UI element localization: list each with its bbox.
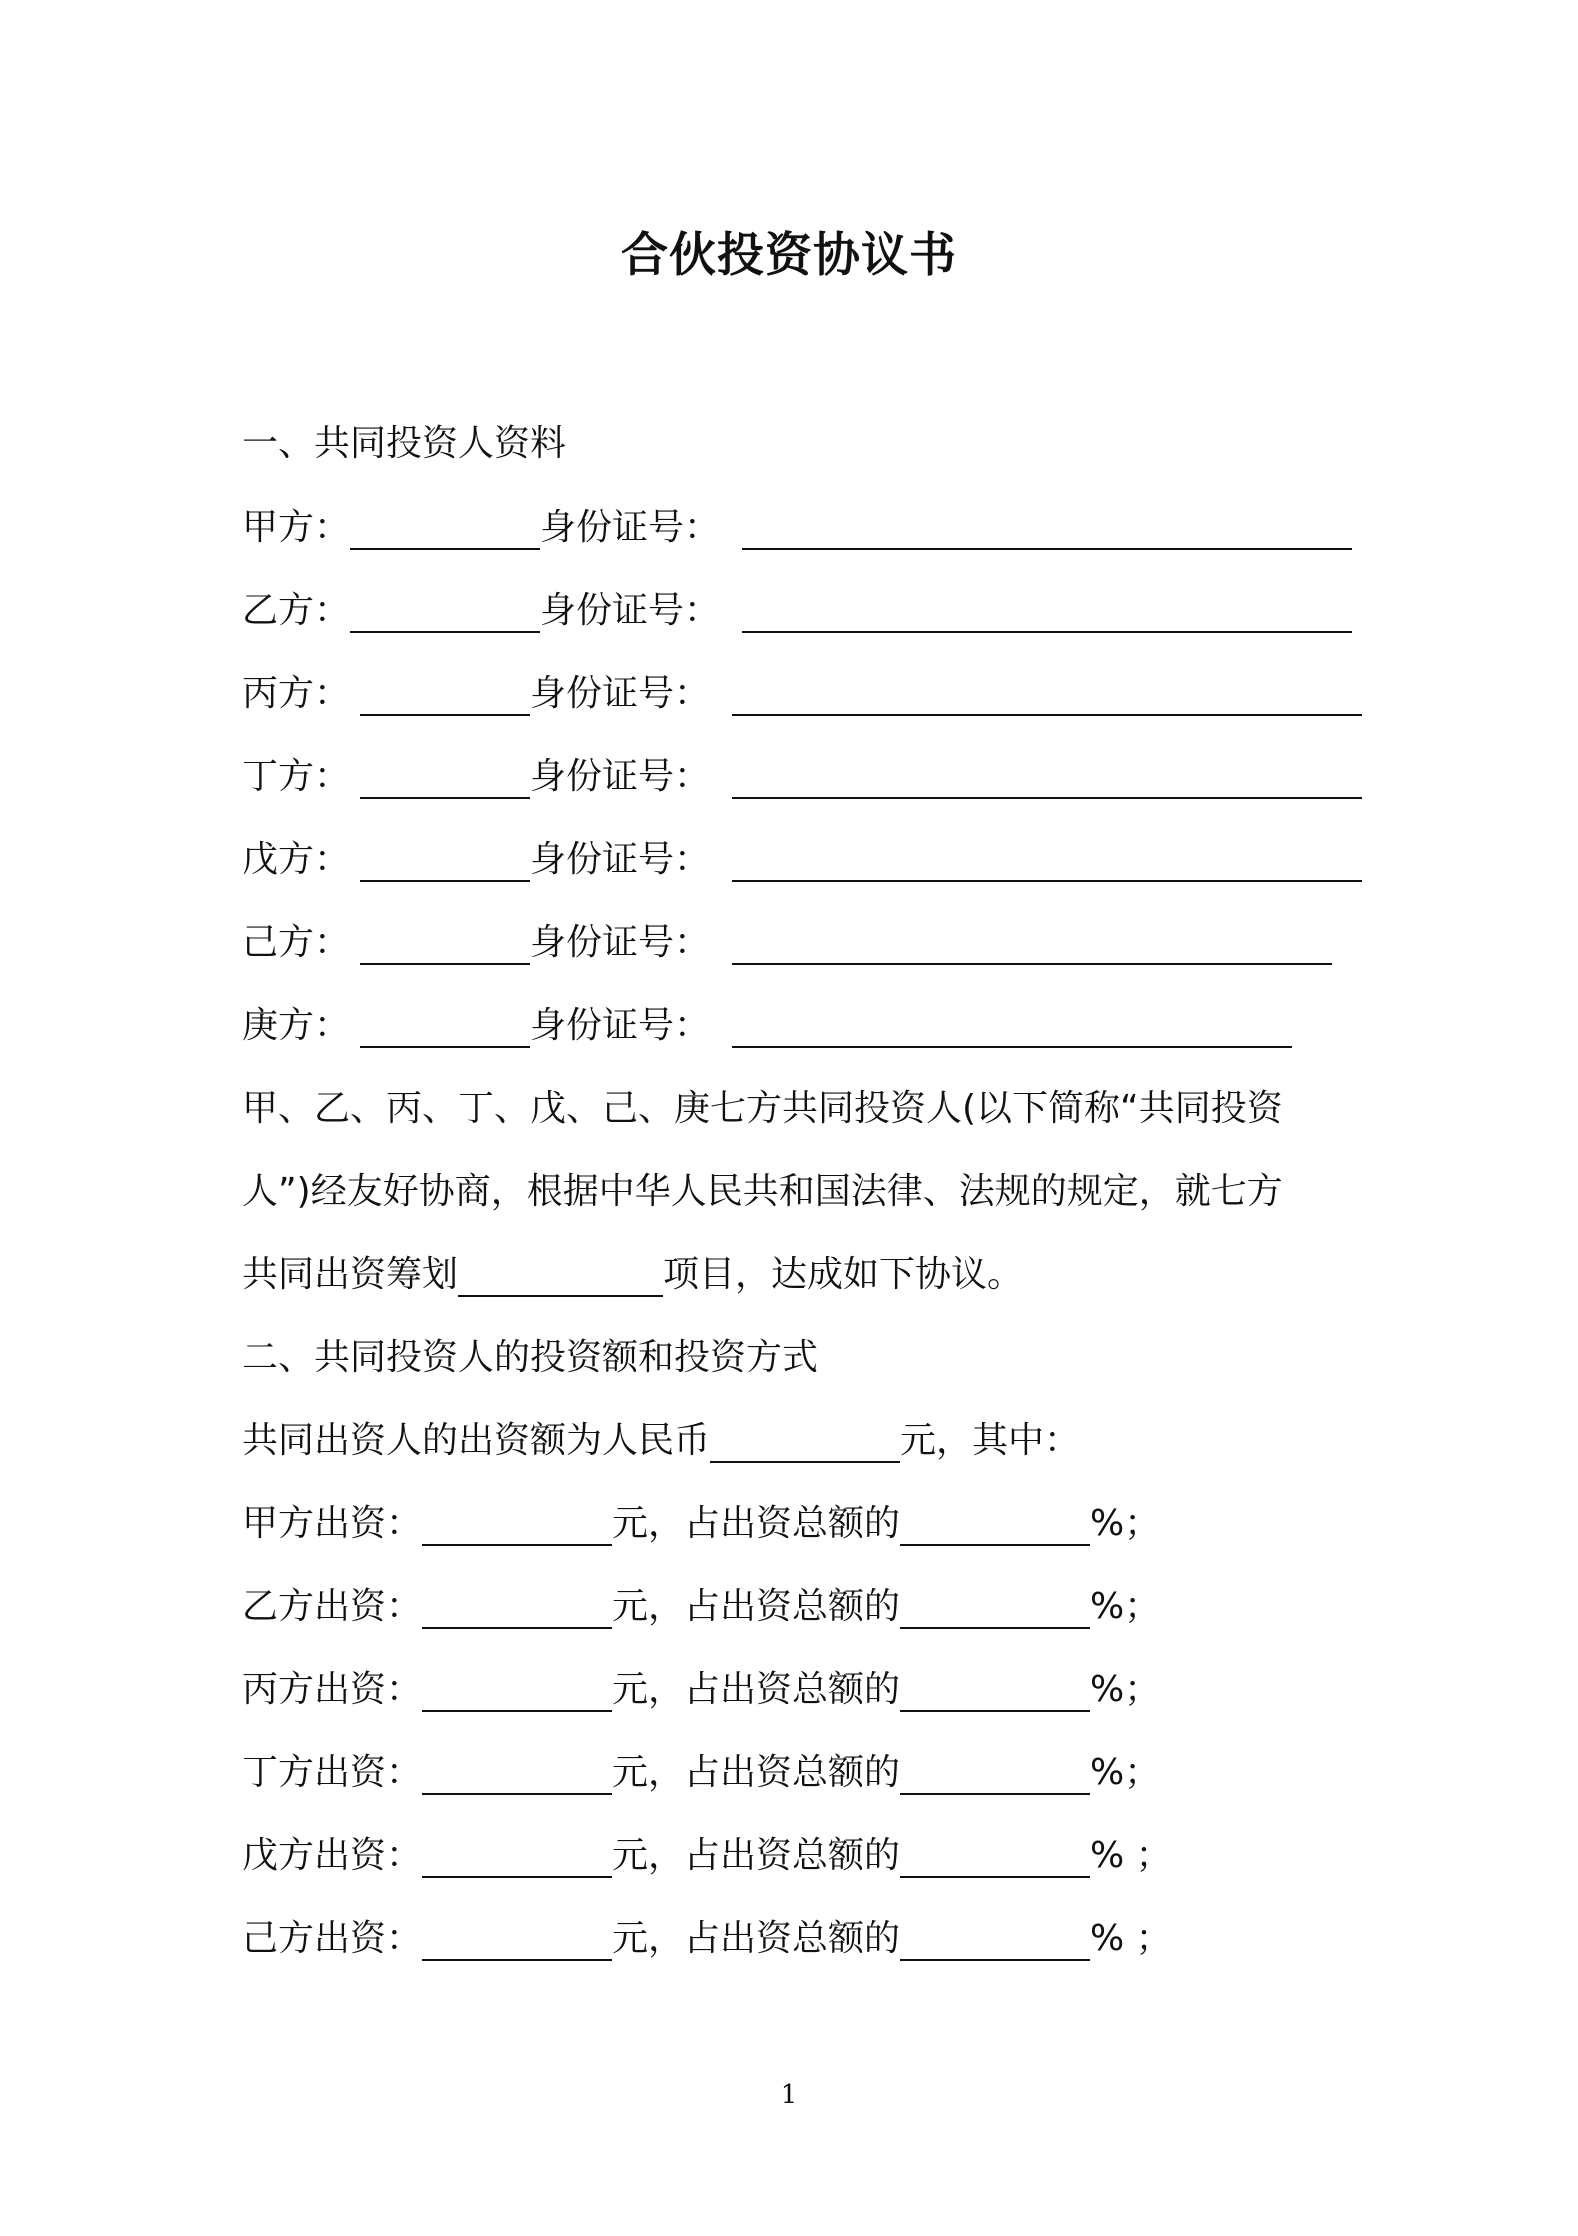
total-text: 共同出资人的出资额为人民币 bbox=[242, 1420, 711, 1461]
id-number-blank bbox=[732, 1008, 1292, 1048]
contribution-row-yi bbox=[242, 1573, 1160, 1629]
id-label: 身份证号： bbox=[540, 507, 721, 548]
section-1-heading: 一、共同投资人资料 bbox=[242, 423, 567, 464]
party-row-ji bbox=[242, 909, 1332, 965]
contribution-text: 元，占出资总额的 bbox=[612, 1918, 901, 1959]
contribution-text: 元，占出资总额的 bbox=[612, 1752, 901, 1793]
id-number-blank bbox=[732, 759, 1362, 799]
name-blank bbox=[360, 759, 530, 799]
party-row-bing bbox=[242, 660, 1362, 716]
name-blank bbox=[360, 925, 530, 965]
contribution-label: 甲方出资： bbox=[242, 1503, 423, 1544]
id-label: 身份证号： bbox=[530, 673, 711, 714]
percent-sign: %； bbox=[1090, 1586, 1161, 1627]
agreement-paragraph-line-2: 人”)经友好协商，根据中华人民共和国法律、法规的规定，就七方 bbox=[242, 1171, 1283, 1212]
percent-blank bbox=[900, 1506, 1090, 1546]
total-amount-blank bbox=[710, 1423, 900, 1463]
amount-blank bbox=[422, 1755, 612, 1795]
name-blank bbox=[360, 1008, 530, 1048]
party-label: 甲方： bbox=[242, 507, 351, 548]
party-label: 庚方： bbox=[242, 1005, 351, 1046]
party-row-geng bbox=[242, 992, 1292, 1048]
percent-blank bbox=[900, 1672, 1090, 1712]
agreement-paragraph-line-3 bbox=[242, 1241, 1023, 1297]
percent-blank bbox=[900, 1755, 1090, 1795]
page-number: 1 bbox=[780, 2080, 798, 2110]
party-label: 戊方： bbox=[242, 839, 351, 880]
party-label: 丁方： bbox=[242, 756, 351, 797]
percent-blank bbox=[900, 1838, 1090, 1878]
contribution-text: 元，占出资总额的 bbox=[612, 1503, 901, 1544]
contribution-row-ji bbox=[242, 1905, 1172, 1961]
amount-blank bbox=[422, 1672, 612, 1712]
id-label: 身份证号： bbox=[530, 1005, 711, 1046]
agreement-paragraph-line-1: 甲、乙、丙、丁、戊、己、庚七方共同投资人(以下简称“共同投资 bbox=[242, 1088, 1283, 1129]
amount-blank bbox=[422, 1921, 612, 1961]
contribution-text: 元，占出资总额的 bbox=[612, 1835, 901, 1876]
party-label: 乙方： bbox=[242, 590, 351, 631]
amount-blank bbox=[422, 1506, 612, 1546]
party-row-ding bbox=[242, 743, 1362, 799]
total-investment-line bbox=[242, 1407, 1080, 1463]
id-label: 身份证号： bbox=[530, 839, 711, 880]
contribution-label: 丙方出资： bbox=[242, 1669, 423, 1710]
contribution-row-ding bbox=[242, 1739, 1160, 1795]
id-number-blank bbox=[742, 593, 1352, 633]
party-row-yi bbox=[242, 577, 1352, 633]
paragraph-text: 共同出资筹划 bbox=[242, 1254, 459, 1295]
name-blank bbox=[350, 510, 540, 550]
contribution-label: 乙方出资： bbox=[242, 1586, 423, 1627]
id-number-blank bbox=[742, 510, 1352, 550]
contribution-row-bing bbox=[242, 1656, 1160, 1712]
percent-sign: % ； bbox=[1090, 1918, 1172, 1959]
contribution-text: 元，占出资总额的 bbox=[612, 1669, 901, 1710]
document-title: 合伙投资协议书 bbox=[621, 228, 957, 283]
name-blank bbox=[360, 842, 530, 882]
section-2-heading: 二、共同投资人的投资额和投资方式 bbox=[242, 1337, 819, 1378]
name-blank bbox=[360, 676, 530, 716]
contribution-row-wu bbox=[242, 1822, 1172, 1878]
paragraph-text: 项目，达成如下协议。 bbox=[663, 1254, 1024, 1295]
id-label: 身份证号： bbox=[530, 756, 711, 797]
party-row-jia bbox=[242, 494, 1352, 550]
project-name-blank bbox=[458, 1257, 663, 1297]
id-label: 身份证号： bbox=[530, 922, 711, 963]
contribution-label: 丁方出资： bbox=[242, 1752, 423, 1793]
percent-blank bbox=[900, 1921, 1090, 1961]
amount-blank bbox=[422, 1589, 612, 1629]
percent-blank bbox=[900, 1589, 1090, 1629]
contribution-label: 己方出资： bbox=[242, 1918, 423, 1959]
contribution-text: 元，占出资总额的 bbox=[612, 1586, 901, 1627]
party-label: 己方： bbox=[242, 922, 351, 963]
contribution-label: 戊方出资： bbox=[242, 1835, 423, 1876]
id-label: 身份证号： bbox=[540, 590, 721, 631]
id-number-blank bbox=[732, 842, 1362, 882]
contribution-row-jia bbox=[242, 1490, 1160, 1546]
id-number-blank bbox=[732, 925, 1332, 965]
percent-sign: %； bbox=[1090, 1669, 1161, 1710]
total-text: 元，其中： bbox=[900, 1420, 1081, 1461]
id-number-blank bbox=[732, 676, 1362, 716]
percent-sign: % ； bbox=[1090, 1835, 1172, 1876]
party-row-wu bbox=[242, 826, 1362, 882]
party-label: 丙方： bbox=[242, 673, 351, 714]
percent-sign: %； bbox=[1090, 1752, 1161, 1793]
percent-sign: %； bbox=[1090, 1503, 1161, 1544]
amount-blank bbox=[422, 1838, 612, 1878]
name-blank bbox=[350, 593, 540, 633]
